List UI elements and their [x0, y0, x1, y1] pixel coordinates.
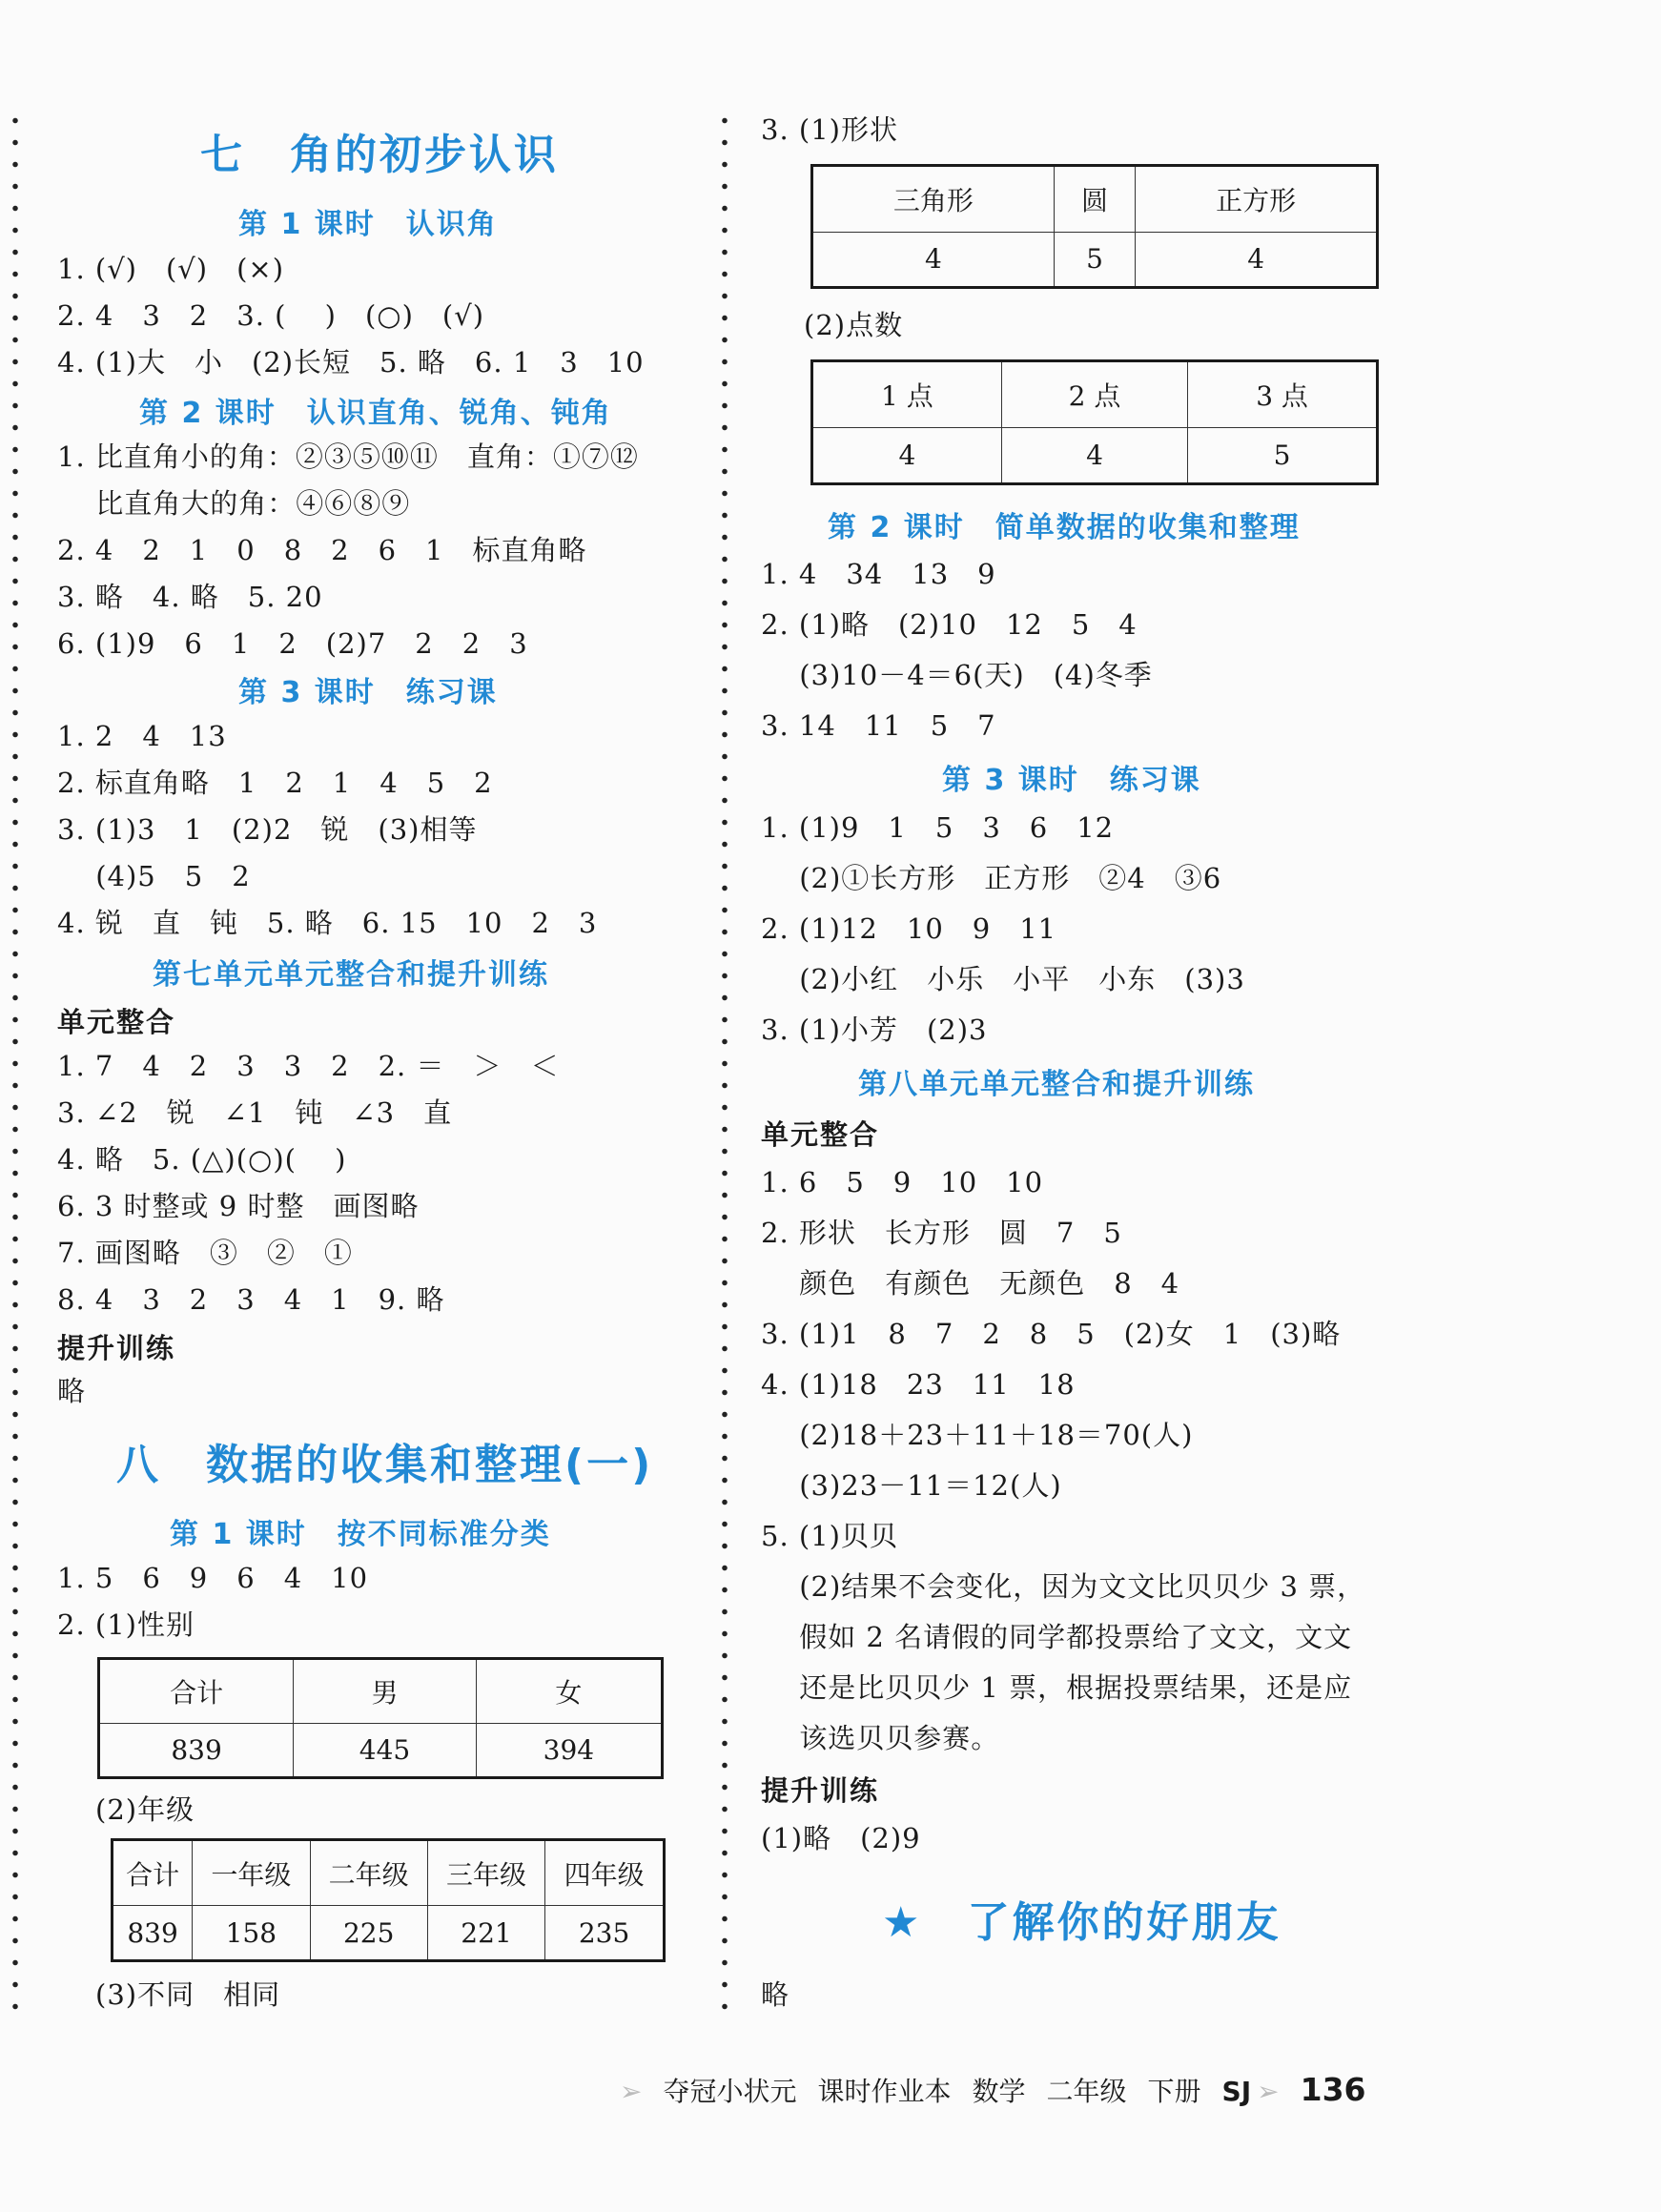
answer-line: 1. (1)9 1 5 3 6 12	[761, 811, 1115, 844]
answer-line: (2)①长方形 正方形 ②4 ③6	[761, 862, 1222, 894]
table-cell: 女	[476, 1659, 662, 1724]
answer-line: 8. 4 3 2 3 4 1 9. 略	[57, 1283, 445, 1316]
chapter-7-title: 七 角的初步认识	[200, 131, 559, 179]
answer-line: 1. 4 34 13 9	[761, 558, 996, 590]
answer-line: 颜色 有颜色 无颜色 8 4	[761, 1267, 1180, 1300]
friends-section-title: ★ 了解你的好朋友	[882, 1898, 1282, 1947]
answer-line: 4. 锐 直 钝 5. 略 6. 15 10 2 3	[57, 907, 598, 939]
footer-subject: 数学	[972, 2076, 1026, 2107]
answer-line: 还是比贝贝少 1 票，根据投票结果，还是应	[761, 1671, 1353, 1704]
dots-table	[810, 359, 1379, 485]
table-cell: 839	[113, 1906, 193, 1961]
answer-line: 6. (1)9 6 1 2 (2)7 2 2 3	[57, 627, 528, 660]
answer-line: 3. (1)形状	[761, 113, 898, 146]
answer-line: 2. 形状 长方形 圆 7 5	[761, 1217, 1122, 1249]
answer-line: 1. 6 5 9 10 10	[761, 1166, 1044, 1198]
table-cell: 三角形	[812, 166, 1055, 233]
answer-line: 3. (1)1 8 7 2 8 5 (2)女 1 (3)略	[761, 1318, 1342, 1350]
table-cell: 合计	[113, 1840, 193, 1906]
table-cell: 4	[1001, 428, 1187, 484]
answer-line: 1. 7 4 2 3 3 2 2. ＝ ＞ ＜	[57, 1050, 560, 1082]
right-lesson-2-title: 第 2 课时 简单数据的收集和整理	[828, 511, 1301, 544]
unit-7-review-title: 第七单元单元整合和提升训练	[153, 958, 549, 992]
answer-line: 4. (1)18 23 11 18	[761, 1368, 1076, 1401]
answer-line: (2)年级	[95, 1793, 195, 1826]
table-cell: 839	[99, 1724, 294, 1778]
unit-8-review-title: 第八单元单元整合和提升训练	[858, 1068, 1255, 1101]
table-cell: 合计	[99, 1659, 294, 1724]
answer-line: 1. 2 4 13	[57, 720, 227, 752]
answer-line: (2)小红 小乐 小平 小东 (3)3	[761, 963, 1245, 995]
table-cell: 5	[1054, 232, 1136, 287]
table-cell: 221	[427, 1906, 544, 1961]
table-row	[113, 1840, 665, 1906]
answer-line: (3)10－4＝6(天) (4)冬季	[761, 659, 1153, 691]
grade-table	[111, 1838, 666, 1962]
table-row	[812, 361, 1378, 428]
table-row	[99, 1724, 663, 1778]
page-number: 136	[1300, 2071, 1366, 2108]
table-row	[812, 166, 1378, 233]
center-binding-dots	[721, 110, 728, 2012]
subsection-heading: 提升训练	[57, 1332, 176, 1364]
chapter-8-lesson-1-title: 第 1 课时 按不同标准分类	[170, 1518, 551, 1551]
answer-line: 3. 略 4. 略 5. 20	[57, 581, 323, 613]
answer-line: 3. 14 11 5 7	[761, 709, 996, 742]
answer-line: 3. ∠2 锐 ∠1 钝 ∠3 直	[57, 1096, 453, 1129]
table-row	[812, 428, 1378, 484]
table-cell: 445	[294, 1724, 477, 1778]
answer-line: 7. 画图略 ③ ② ①	[57, 1237, 353, 1269]
answer-line: 4. (1)大 小 (2)长短 5. 略 6. 1 3 10	[57, 346, 645, 379]
table-cell: 235	[545, 1906, 665, 1961]
table-cell: 三年级	[427, 1840, 544, 1906]
answer-line: 4. 略 5. (△)(○)( )	[57, 1143, 347, 1176]
table-cell: 4	[812, 232, 1055, 287]
answer-line: 5. (1)贝贝	[761, 1520, 898, 1552]
lesson-2-title: 第 2 课时 认识直角、锐角、钝角	[139, 397, 612, 430]
subsection-heading: 单元整合	[761, 1118, 880, 1151]
answer-line: 2. 4 2 1 0 8 2 6 1 标直角略	[57, 534, 587, 566]
table-cell: 3 点	[1188, 361, 1378, 428]
table-cell: 2 点	[1001, 361, 1187, 428]
answer-line: 2. (1)性别	[57, 1608, 195, 1641]
answer-line: 假如 2 名请假的同学都投票给了文文，文文	[761, 1621, 1353, 1653]
page-footer	[620, 2069, 1387, 2111]
answer-line: 比直角大的角：④⑥⑧⑨	[57, 487, 411, 520]
answer-line: (2)结果不会变化，因为文文比贝贝少 3 票，	[761, 1570, 1366, 1603]
subsection-heading: 提升训练	[761, 1774, 880, 1807]
subsection-heading: 单元整合	[57, 1006, 176, 1038]
table-cell: 正方形	[1136, 166, 1378, 233]
gender-table	[97, 1657, 664, 1779]
table-row	[113, 1906, 665, 1961]
answer-line: 该选贝贝参赛。	[761, 1722, 1000, 1754]
chapter-8-title: 八 数据的收集和整理(一)	[116, 1441, 654, 1489]
table-cell: 394	[476, 1724, 662, 1778]
answer-line: (2)18＋23＋11＋18＝70(人)	[761, 1419, 1194, 1451]
table-row	[99, 1659, 663, 1724]
table-cell: 4	[1136, 232, 1378, 287]
table-cell: 一年级	[193, 1840, 310, 1906]
right-lesson-3-title: 第 3 课时 练习课	[942, 764, 1201, 797]
answer-line: 略	[57, 1375, 87, 1407]
table-cell: 圆	[1054, 166, 1136, 233]
answer-line: 略	[761, 1978, 790, 2011]
table-cell: 4	[812, 428, 1002, 484]
lesson-3-title: 第 3 课时 练习课	[238, 676, 498, 709]
table-cell: 225	[310, 1906, 427, 1961]
table-cell: 四年级	[545, 1840, 665, 1906]
answer-line: (4)5 5 2	[57, 860, 251, 892]
table-cell: 158	[193, 1906, 310, 1961]
answer-line: 1. 比直角小的角：②③⑤⑩⑪ 直角：①⑦⑫	[57, 440, 639, 473]
answer-line: 2. (1)略 (2)10 12 5 4	[761, 608, 1138, 641]
answer-line: (3)23－11＝12(人)	[761, 1469, 1062, 1502]
arrow-icon: ➢	[620, 2076, 643, 2107]
answer-line: (3)不同 相同	[95, 1978, 281, 2011]
arrow-icon: ➢	[1257, 2076, 1280, 2107]
footer-edition: SJ	[1221, 2076, 1252, 2107]
answer-line: 3. (1)小芳 (2)3	[761, 1014, 988, 1046]
footer-brand: 夺冠小状元	[663, 2076, 797, 2107]
footer-book: 课时作业本	[817, 2076, 952, 2107]
answer-line: 1. (√) (√) (×)	[57, 253, 285, 285]
lesson-1-title: 第 1 课时 认识角	[238, 208, 498, 241]
answer-line: (1)略 (2)9	[761, 1822, 921, 1854]
answer-line: (2)点数	[804, 309, 904, 341]
answer-line: 2. 4 3 2 3. ( ) (○) (√)	[57, 299, 485, 332]
table-cell: 5	[1188, 428, 1378, 484]
answer-line: 3. (1)3 1 (2)2 锐 (3)相等	[57, 813, 478, 846]
footer-grade: 二年级	[1046, 2076, 1127, 2107]
table-cell: 男	[294, 1659, 477, 1724]
answer-line: 2. (1)12 10 9 11	[761, 912, 1057, 945]
table-row	[812, 232, 1378, 287]
left-binding-dots	[11, 110, 19, 2012]
table-cell: 1 点	[812, 361, 1002, 428]
shape-table	[810, 164, 1379, 289]
answer-line: 1. 5 6 9 6 4 10	[57, 1562, 369, 1594]
answer-line: 2. 标直角略 1 2 1 4 5 2	[57, 767, 493, 799]
answer-line: 6. 3 时整或 9 时整 画图略	[57, 1190, 420, 1222]
table-cell: 二年级	[310, 1840, 427, 1906]
footer-volume: 下册	[1147, 2076, 1201, 2107]
